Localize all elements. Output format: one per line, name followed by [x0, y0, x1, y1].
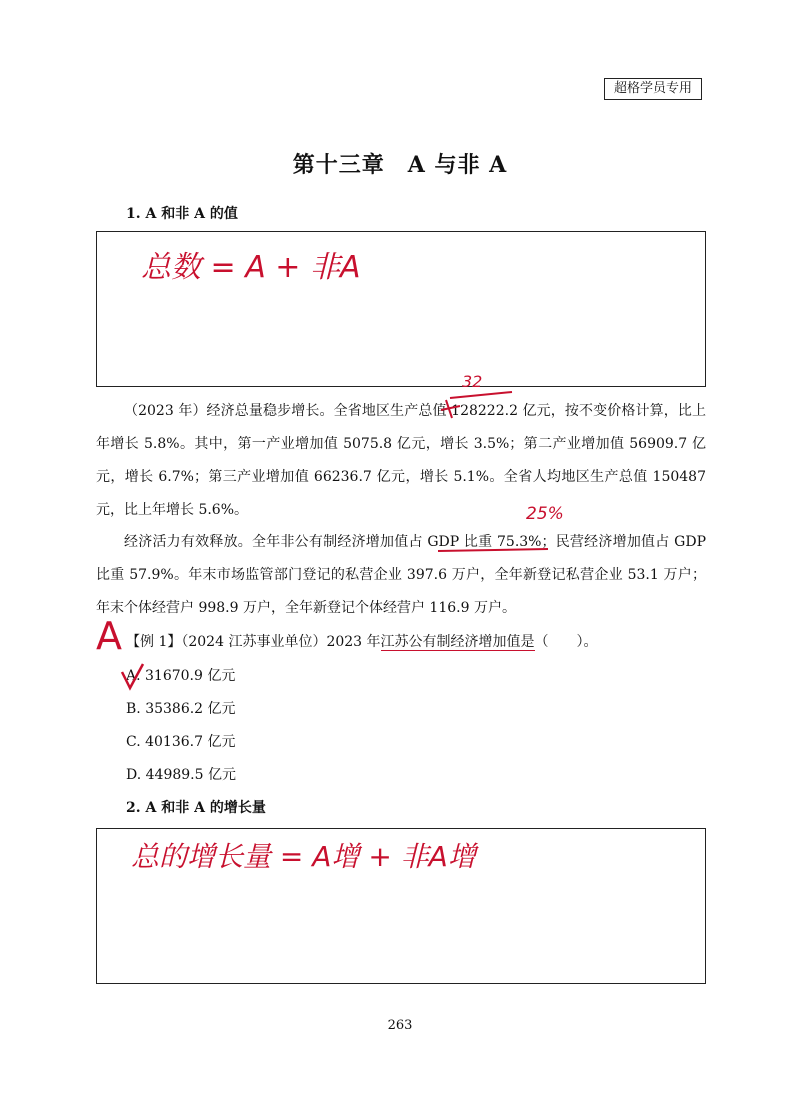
handwritten-note-2: 总的增长量 = A增 + 非A增: [131, 840, 476, 873]
question-year: 2023 年: [326, 634, 381, 650]
chapter-title: 第十三章 A 与非 A: [292, 152, 508, 178]
section-1-heading: 1. A 和非 A 的值: [126, 206, 238, 222]
handwritten-value-25-percent: 25%: [526, 504, 564, 524]
question-bracket: 【例 1】: [126, 634, 182, 650]
note-box-2: [96, 828, 706, 984]
page-number: 263: [387, 1018, 413, 1033]
handwritten-value-32: 32: [462, 372, 483, 391]
question-stem: [126, 631, 598, 651]
handwritten-answer-mark: A: [96, 614, 122, 658]
question-source: （2024 江苏事业单位）: [181, 634, 327, 650]
paragraph-economy: 经济活力有效释放。全年非公有制经济增加值占 GDP 比重 75.3%；民营经济增加值占 GDP 比重 57.9%。年末市场监管部门登记的私营企业 397.6 万户，全年新登记私营企业 53.1 万户；年末个体经营户 998.9 万户，全年新登记个体经营户 116.9 万户。: [96, 534, 706, 616]
handwritten-note-1: 总数 = A + 非A: [141, 250, 361, 285]
paragraph-gdp: （2023 年）经济总量稳步增长。全省地区生产总值 128222.2 亿元，按不变价格计算，比上年增长 5.8%。其中，第一产业增加值 5075.8 亿元，增长 3.5%；第二产业增加值 56909.7 亿元，增长 6.7%；第三产业增加值 66236.7 亿元，增长 5.1%。全省人均地区生产总值 150487 元，比上年增长 5.6%。: [96, 403, 706, 518]
note-box-1: [96, 231, 706, 387]
question-underlined-phrase: 江苏公有制经济增加值是: [380, 634, 535, 650]
section-2-heading: 2. A 和非 A 的增长量: [126, 800, 266, 816]
option-b: B. 35386.2 亿元: [126, 701, 236, 717]
restricted-badge: 超格学员专用: [604, 78, 702, 100]
option-a: A. 31670.9 亿元: [126, 668, 236, 684]
option-d: D. 44989.5 亿元: [126, 767, 236, 783]
option-c: C. 40136.7 亿元: [126, 734, 236, 750]
question-answer-blank: （ ）。: [534, 634, 598, 650]
